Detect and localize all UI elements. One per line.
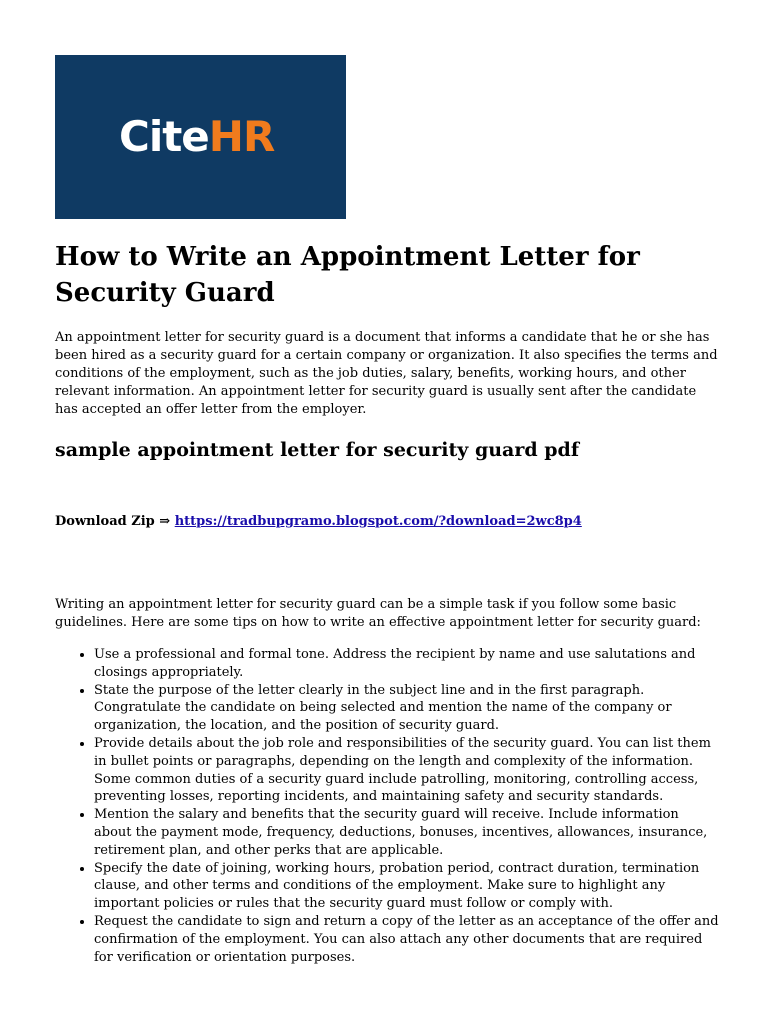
document-page [55, 55, 720, 966]
list-item: • State the purpose of the letter clearly in the subject line and in the first paragraph. Congratulate the candidate on being selected and mention the name of the company or organization, the location, and the position of security guard. [94, 682, 720, 735]
article-subtitle: sample appointment letter for security guard pdf [55, 439, 580, 461]
list-item: • Use a professional and formal tone. Address the recipient by name and use salutations and closings appropriately. [94, 646, 720, 682]
download-label: Download Zip ⇒ [55, 514, 175, 529]
list-item: • Mention the salary and benefits that the security guard will receive. Include information about the payment mode, frequency, deductions, bonuses, incentives, allowances, insurance, retirement plan, and other perks that are applicable. [94, 806, 720, 859]
logo-wordmark [119, 113, 274, 161]
article-title: How to Write an Appointment Letter for Security Guard [55, 242, 640, 308]
intro-paragraph: An appointment letter for security guard is a document that informs a candidate that he or she has been hired as a security guard for a certain company or organization. It also specifies the terms and conditions of the employment, such as the job duties, salary, benefits, working hours, and other relevant information. An appointment letter for security guard is usually sent after the candidate has accepted an offer letter from the employer. [55, 330, 718, 417]
tips-list [55, 646, 720, 966]
download-link[interactable]: https://tradbupgramo.blogspot.com/?download=2wc8p4 [174, 514, 582, 529]
list-item: • Request the candidate to sign and return a copy of the letter as an acceptance of the offer and confirmation of the employment. You can also attach any other documents that are required for verification or orientation purposes. [94, 913, 720, 966]
citehr-logo [55, 55, 346, 219]
list-item: • Specify the date of joining, working hours, probation period, contract duration, termination clause, and other terms and conditions of the employment. Make sure to highlight any important policies or rules that the security guard must follow or comply with. [94, 860, 720, 913]
download-line [55, 513, 720, 531]
list-item: • Provide details about the job role and responsibilities of the security guard. You can list them in bullet points or paragraphs, depending on the length and complexity of the information. Some common duties of a security guard include patrolling, monitoring, controlling access, preventing losses, reporting incidents, and maintaining safety and security standards. [94, 735, 720, 806]
tips-intro-paragraph: Writing an appointment letter for security guard can be a simple task if you follow some basic guidelines. Here are some tips on how to write an effective appointment letter for security guard: [55, 597, 701, 630]
logo-brand-accent: HR [208, 112, 275, 161]
logo-brand-main: Cite [119, 112, 209, 161]
